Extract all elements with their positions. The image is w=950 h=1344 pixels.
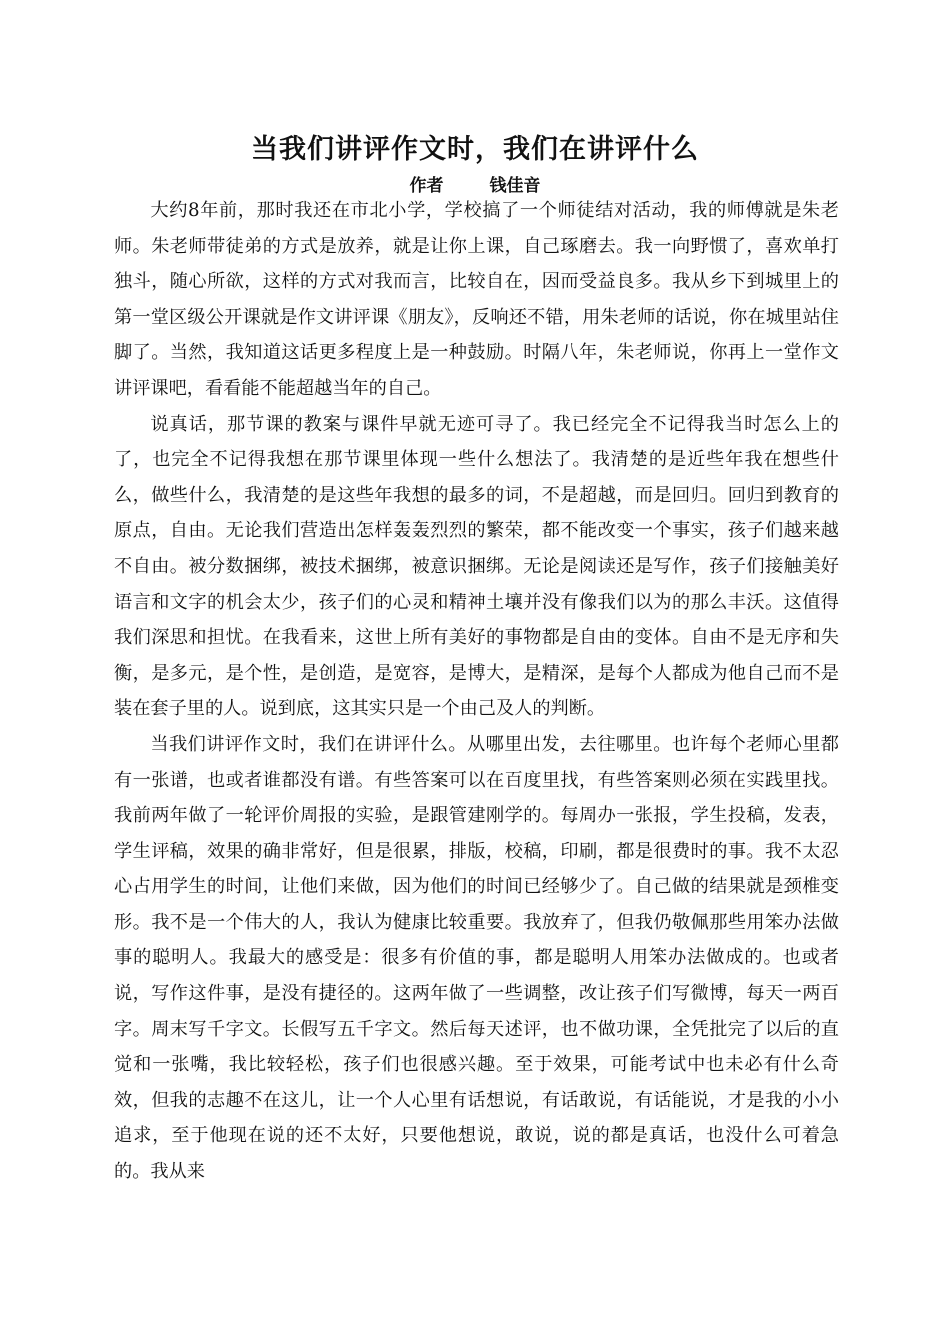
paragraph-3: 当我们讲评作文时，我们在讲评什么。从哪里出发，去往哪里。也许每个老师心里都有一张谱，也或者谁都没有谱。有些答案可以在百度里找，有些答案则必须在实践里找。我前两年做了一轮评价周报的实验，是跟管建刚学的。每周办一张报，学生投稿，发表，学生评稿，效果的确非常好，但是很累，排版，校稿，印刷，都是很费时的事。我不太忍心占用学生的时间，让他们来做，因为他们的时间已经够少了。自己做的结果就是颈椎变形。我不是一个伟大的人，我认为健康比较重要。我放弃了，但我仍敬佩那些用笨办法做事的聪明人。我最大的感受是：很多有价值的事，都是聪明人用笨办法做成的。也或者说，写作这件事，是没有捷径的。这两年做了一些调整，改让孩子们写微博，每天一两百字。周末写千字文。长假写五千字文。然后每天述评，也不做功课，全凭批完了以后的直觉和一张嘴，我比较轻松，孩子们也很感兴趣。至于效果，可能考试中也未必有什么奇效，但我的志趣不在这儿，让一个人心里有话想说，有话敢说，有话能说，才是我的小小追求，至于他现在说的还不太好，只要他想说，敢说，说的都是真话，也没什么可着急的。我从来 — [114, 733, 839, 1183]
author-name: 钱佳音 — [489, 176, 541, 196]
author-label: 作者 — [409, 176, 444, 196]
article-body — [114, 193, 839, 1190]
paragraph-1: 大约8年前，那时我还在市北小学，学校搞了一个师徒结对活动，我的师傅就是朱老师。朱老师带徒弟的方式是放养，就是让你上课，自己琢磨去。我一向野惯了，喜欢单打独斗，随心所欲，这样的方式对我而言，比较自在，因而受益良多。我从乡下到城里上的第一堂区级公开课就是作文讲评课《朋友》，反响还不错，用朱老师的话说，你在城里站住脚了。当然，我知道这话更多程度上是一种鼓励。时隔八年，朱老师说，你再上一堂作文讲评课吧，看看能不能超越当年的自己。 — [114, 200, 839, 399]
article-title: 当我们讲评作文时，我们在讲评什么 — [251, 134, 699, 165]
paragraph-2: 说真话，那节课的教案与课件早就无迹可寻了。我已经完全不记得我当时怎么上的了，也完全不记得我想在那节课里体现一些什么想法了。我清楚的是近些年我在想些什么，做些什么，我清楚的是这些年我想的最多的词，不是超越，而是回归。回归到教育的原点，自由。无论我们营造出怎样轰轰烈烈的繁荣，都不能改变一个事实，孩子们越来越不自由。被分数捆绑，被技术捆绑，被意识捆绑。无论是阅读还是写作，孩子们接触美好语言和文字的机会太少，孩子们的心灵和精神土壤并没有像我们以为的那么丰沃。这值得我们深思和担忧。在我看来，这世上所有美好的事物都是自由的变体。自由不是无序和失衡，是多元，是个性，是创造，是宽容，是博大，是精深，是每个人都成为他自己而不是装在套子里的人。说到底，这其实只是一个由己及人的判断。 — [114, 413, 839, 720]
